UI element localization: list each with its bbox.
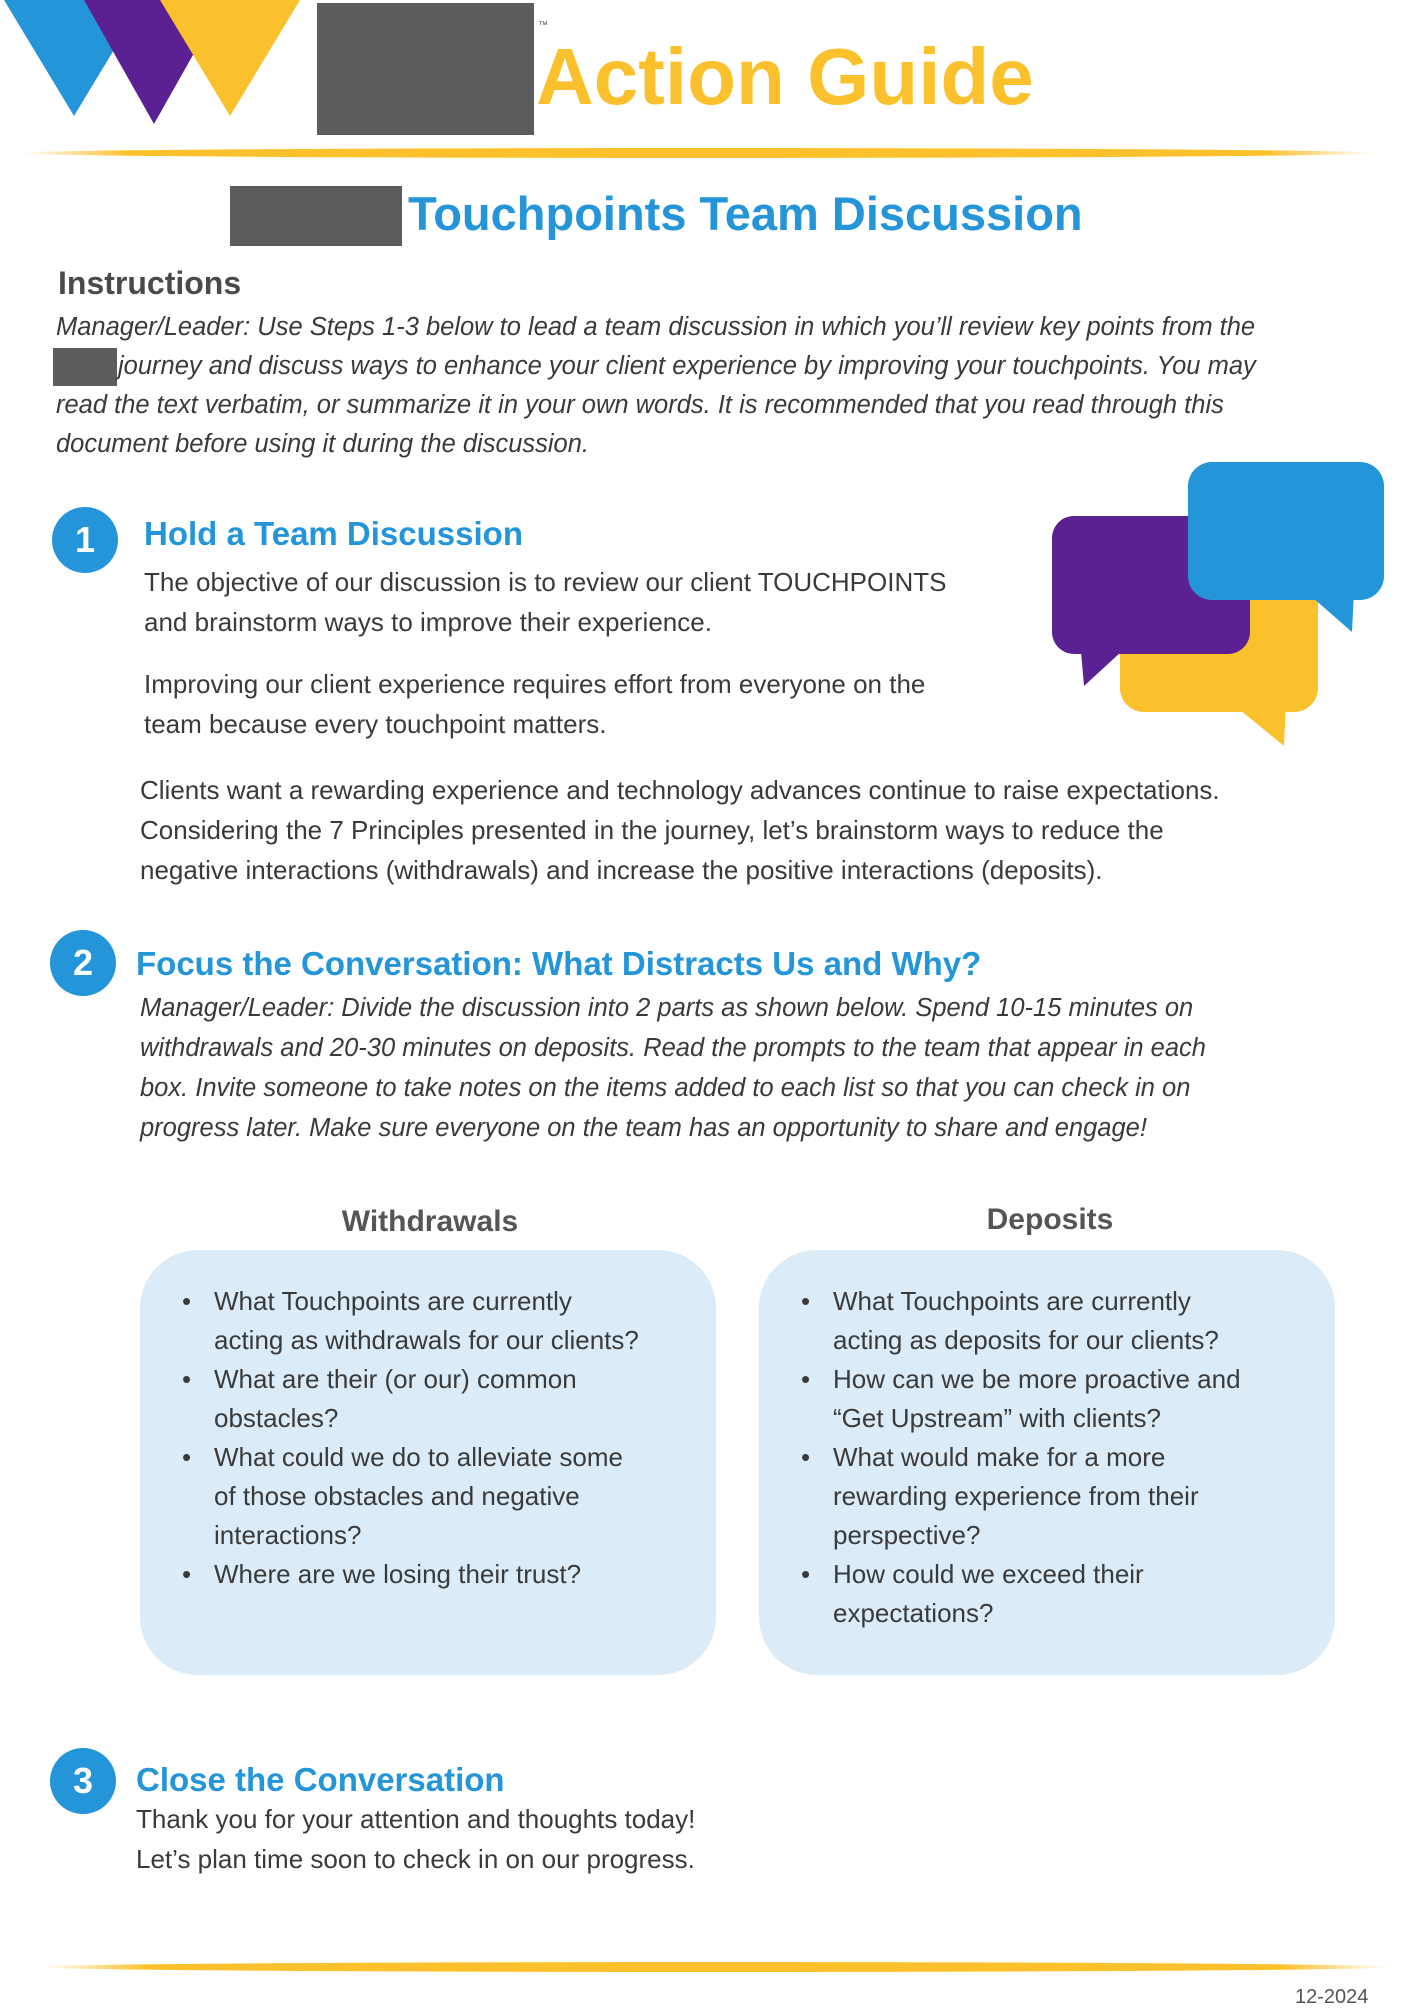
withdrawals-heading: Withdrawals — [341, 1205, 519, 1238]
header-divider — [20, 148, 1375, 158]
list-item: • How could we exceed their expectations? — [759, 1555, 1335, 1633]
deposits-heading: Deposits — [986, 1203, 1114, 1236]
list-item: • What would make for a more rewarding experience from their perspective? — [759, 1438, 1335, 1555]
list-item: • What Touchpoints are currently acting as deposits for our clients? — [759, 1282, 1335, 1360]
step-1-title: Hold a Team Discussion — [144, 515, 523, 552]
step-2-title: Focus the Conversation: What Distracts Us and Why? — [136, 945, 982, 982]
list-item: • What Touchpoints are currently acting as withdrawals for our clients? — [140, 1282, 716, 1360]
step-2-instructions: Manager/Leader: Divide the discussion into 2 parts as shown below. Spend 10-15 minutes on withdrawals and 20-30 minutes on deposits. Read the prompts to the team that appear in each box. Invite someone to take notes on the items added to each list so that you can check in on progress later. Make sure everyone on the team has an opportunity to share and engage! — [140, 994, 1206, 1142]
step-1-badge: 1 — [52, 507, 118, 573]
footer-divider — [40, 1962, 1390, 1972]
withdrawals-box — [140, 1250, 716, 1675]
list-item: • How can we be more proactive and “Get Upstream” with clients? — [759, 1360, 1335, 1438]
redacted-journey-name — [53, 348, 117, 386]
speech-bubbles-icon — [1048, 460, 1388, 750]
list-item: • Where are we losing their trust? — [140, 1555, 716, 1594]
page-subtitle: Touchpoints Team Discussion — [408, 187, 1083, 240]
list-item: • What could we do to alleviate some of those obstacles and negative interactions? — [140, 1438, 716, 1555]
instructions-heading: Instructions — [58, 265, 242, 301]
page-title: Action Guide — [536, 32, 1034, 121]
step-3-title: Close the Conversation — [136, 1761, 505, 1798]
logo-triangles — [0, 0, 310, 125]
redacted-subtitle-prefix — [230, 186, 402, 246]
instructions-line-1: Manager/Leader: Use Steps 1-3 below to lead a team discussion in which you’ll review key points from the — [56, 313, 1256, 341]
instructions-line-4: document before using it during the discussion. — [56, 430, 589, 458]
deposits-box — [759, 1250, 1335, 1675]
step-3-badge: 3 — [50, 1748, 116, 1814]
list-item: • What are their (or our) common obstacles? — [140, 1360, 716, 1438]
trademark-symbol: ™ — [538, 20, 548, 31]
step-1-paragraph-3: Clients want a rewarding experience and technology advances continue to raise expectations. Considering the 7 Principles presented in the journey, let’s brainstorm ways to reduce the negative interactions (withdrawals) and increase the positive interactions (deposits). — [140, 775, 1220, 885]
step-2-badge: 2 — [50, 930, 116, 996]
step-3-text: Thank you for your attention and thoughts today! Let’s plan time soon to check in on our progress. — [136, 1804, 696, 1874]
document-date: 12-2024 — [1295, 1986, 1369, 2008]
instructions-line-3: read the text verbatim, or summarize it in your own words. It is recommended that you read through this — [56, 391, 1224, 419]
instructions-line-2: journey and discuss ways to enhance your client experience by improving your touchpoints. You may — [118, 352, 1256, 380]
redacted-brand-name — [317, 3, 534, 135]
step-1-paragraph-1: The objective of our discussion is to review our client TOUCHPOINTS and brainstorm ways to improve their experience. — [144, 567, 947, 637]
step-1-paragraph-2: Improving our client experience requires effort from everyone on the team because every touchpoint matters. — [144, 669, 926, 739]
